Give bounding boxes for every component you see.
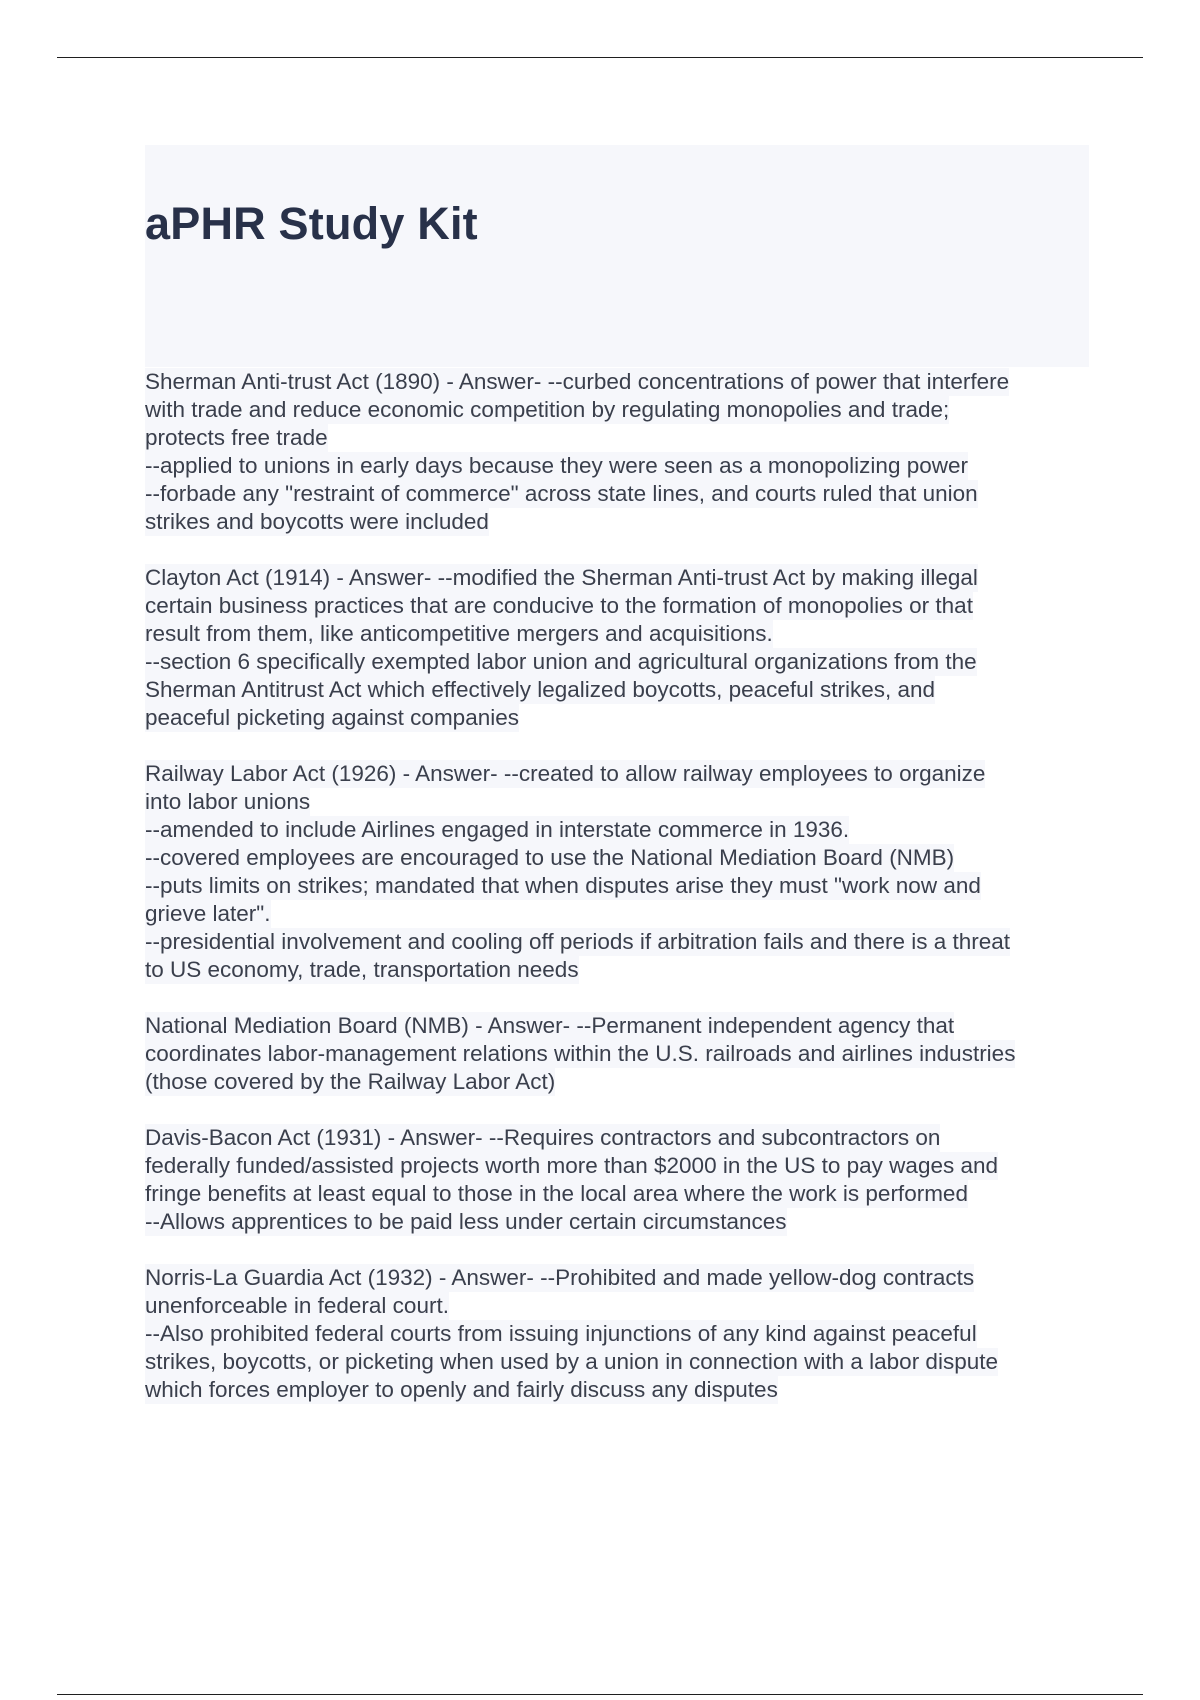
entry-line: fringe benefits at least equal to those in the local area where the work is performed — [145, 1181, 968, 1206]
entry-railway-labor-act — [145, 760, 1089, 984]
entry-line: --section 6 specifically exempted labor union and agricultural organizations from the — [145, 649, 977, 674]
entry-line: --Also prohibited federal courts from issuing injunctions of any kind against peaceful — [145, 1321, 977, 1346]
entry-line: --forbade any "restraint of commerce" across state lines, and courts ruled that union — [145, 481, 978, 506]
entry-line: peaceful picketing against companies — [145, 705, 519, 730]
entry-line: result from them, like anticompetitive mergers and acquisitions. — [145, 621, 773, 646]
entry-line: Sherman Antitrust Act which effectively legalized boycotts, peaceful strikes, and — [145, 677, 935, 702]
entry-line: which forces employer to openly and fairly discuss any disputes — [145, 1377, 778, 1402]
entry-line: certain business practices that are conducive to the formation of monopolies or that — [145, 593, 973, 618]
entry-line: --amended to include Airlines engaged in interstate commerce in 1936. — [145, 817, 850, 842]
flashcard-list — [145, 368, 1089, 1432]
entry-line: grieve later". — [145, 901, 271, 926]
entry-line: National Mediation Board (NMB) - Answer- --Permanent independent agency that — [145, 1013, 955, 1038]
entry-line: strikes, boycotts, or picketing when used by a union in connection with a labor dispute — [145, 1349, 998, 1374]
entry-line: (those covered by the Railway Labor Act) — [145, 1069, 556, 1094]
document-title: aPHR Study Kit — [145, 198, 478, 249]
top-rule — [57, 57, 1143, 58]
entry-line: into labor unions — [145, 789, 311, 814]
entry-line: Clayton Act (1914) - Answer- --modified the Sherman Anti-trust Act by making illegal — [145, 565, 978, 590]
entry-clayton-act — [145, 564, 1089, 732]
entry-line: --covered employees are encouraged to use the National Mediation Board (NMB) — [145, 845, 955, 870]
entry-line: protects free trade — [145, 425, 328, 450]
entry-line: with trade and reduce economic competition by regulating monopolies and trade; — [145, 397, 950, 422]
entry-line: Railway Labor Act (1926) - Answer- --created to allow railway employees to organize — [145, 761, 986, 786]
entry-line: unenforceable in federal court. — [145, 1293, 449, 1318]
entry-line: Sherman Anti-trust Act (1890) - Answer- --curbed concentrations of power that interfere — [145, 369, 1010, 394]
entry-davis-bacon-act — [145, 1124, 1089, 1236]
entry-line: Davis-Bacon Act (1931) - Answer- --Requires contractors and subcontractors on — [145, 1125, 941, 1150]
entry-line: Norris-La Guardia Act (1932) - Answer- --Prohibited and made yellow-dog contracts — [145, 1265, 975, 1290]
title-band — [145, 145, 1089, 367]
entry-national-mediation-board — [145, 1012, 1089, 1096]
entry-line: strikes and boycotts were included — [145, 509, 489, 534]
entry-sherman-act — [145, 368, 1089, 536]
entry-line: to US economy, trade, transportation needs — [145, 957, 579, 982]
entry-line: --puts limits on strikes; mandated that when disputes arise they must "work now and — [145, 873, 981, 898]
entry-line: federally funded/assisted projects worth more than $2000 in the US to pay wages and — [145, 1153, 999, 1178]
entry-line: --presidential involvement and cooling off periods if arbitration fails and there is a threat — [145, 929, 1011, 954]
entry-norris-la-guardia-act — [145, 1264, 1089, 1404]
entry-line: --Allows apprentices to be paid less under certain circumstances — [145, 1209, 787, 1234]
entry-line: --applied to unions in early days because they were seen as a monopolizing power — [145, 453, 968, 478]
entry-line: coordinates labor-management relations within the U.S. railroads and airlines industries — [145, 1041, 1016, 1066]
bottom-rule — [57, 1694, 1143, 1695]
